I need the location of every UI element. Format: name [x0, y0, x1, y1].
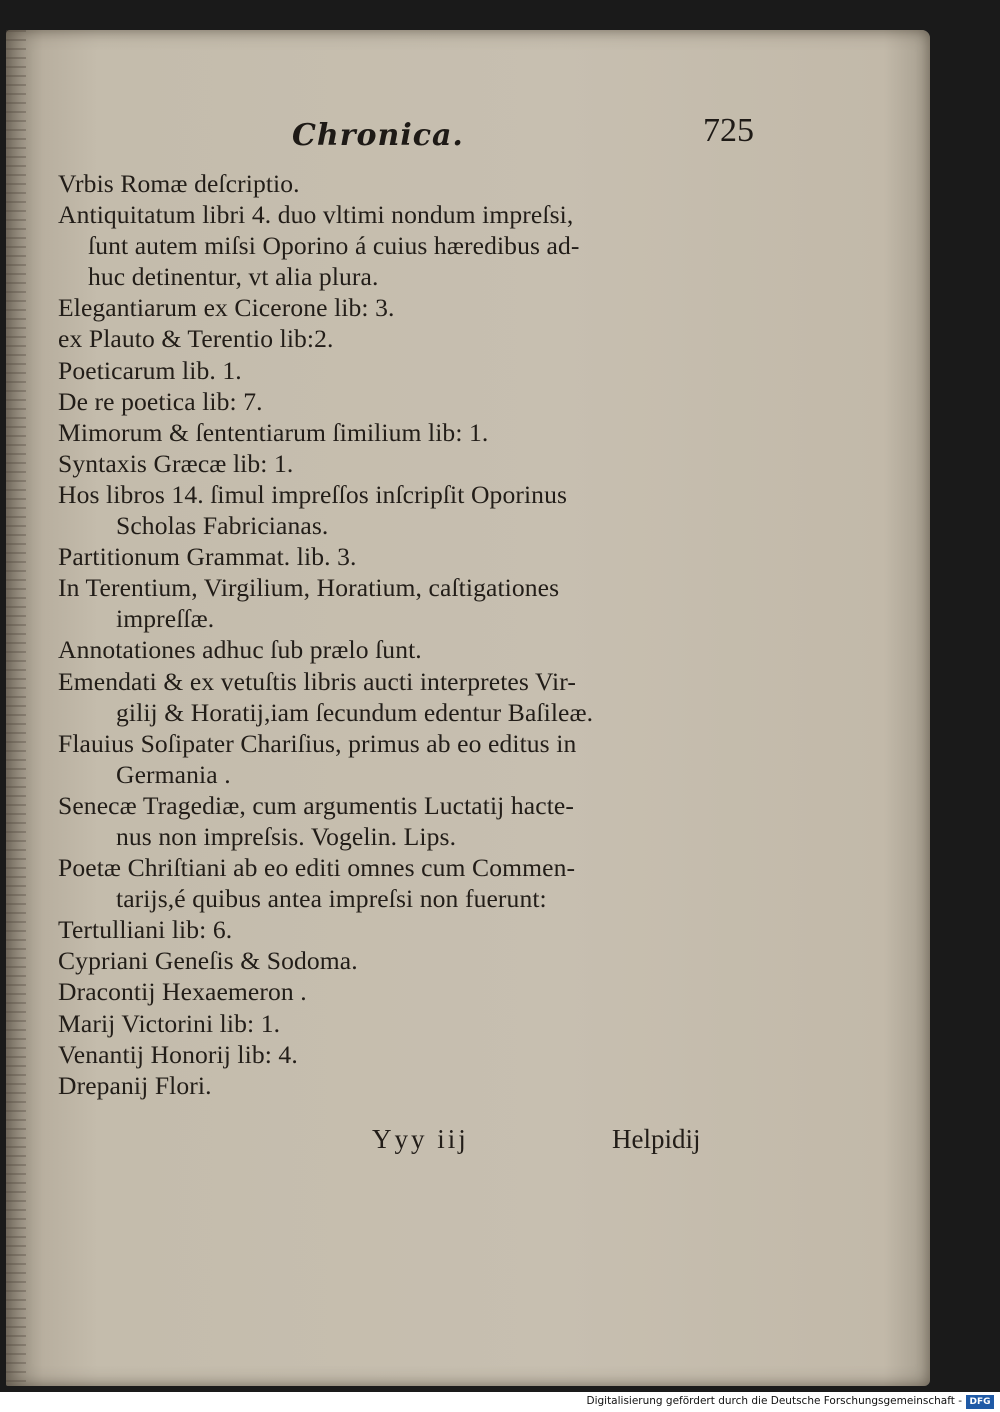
- text-line: Drepanij Flori.: [58, 1070, 212, 1100]
- text-line: De re poetica lib: 7.: [58, 386, 263, 416]
- running-head: Chronica.: [292, 118, 464, 153]
- text-line: nus non impreſsis. Vogelin. Lips.: [116, 821, 457, 851]
- catchword: Helpidij: [612, 1124, 701, 1154]
- text-line: impreſſæ.: [116, 604, 215, 634]
- text-line: Poetæ Chriſtiani ab eo editi omnes cum Commen-: [58, 853, 576, 883]
- text-line: Marij Victorini lib: 1.: [58, 1008, 281, 1038]
- page-footer: [0, 1124, 1000, 1164]
- body-text: [58, 168, 738, 1101]
- text-line: tarijs,é quibus antea impreſsi non fuerunt:: [116, 884, 547, 914]
- text-line: huc detinentur, vt alia plura.: [88, 262, 379, 292]
- text-line: Senecæ Tragediæ, cum argumentis Luctatij hacte-: [58, 790, 574, 820]
- text-line: Mimorum & ſententiarum ſimilium lib: 1.: [58, 417, 489, 447]
- text-line: ſunt autem miſsi Oporino á cuius hæredibus ad-: [88, 231, 580, 261]
- text-line: Hos libros 14. ſimul impreſſos inſcripſit Oporinus: [58, 479, 568, 509]
- funding-text: Digitalisierung gefördert durch die Deutsche Forschungsgemeinschaft -: [586, 1395, 962, 1407]
- text-line: Scholas Fabricianas.: [116, 511, 329, 541]
- funding-bar: [0, 1392, 1000, 1412]
- text-line: In Terentium, Virgilium, Horatium, caſtigationes: [58, 573, 560, 603]
- text-line: Antiquitatum libri 4. duo vltimi nondum impreſsi,: [58, 200, 574, 230]
- text-line: Germania .: [116, 759, 231, 789]
- text-line: gilij & Horatij,iam ſecundum edentur Baſileæ.: [116, 697, 594, 727]
- text-line: Cypriani Geneſis & Sodoma.: [58, 946, 358, 976]
- text-line: Dracontij Hexaemeron .: [58, 977, 307, 1007]
- text-line: Flauius Soſipater Chariſius, primus ab eo editus in: [58, 728, 577, 758]
- text-line: Elegantiarum ex Cicerone lib: 3.: [58, 293, 395, 323]
- text-line: ex Plauto & Terentio lib:2.: [58, 324, 334, 354]
- text-line: Vrbis Romæ deſcriptio.: [58, 169, 300, 198]
- text-line: Emendati & ex vetuſtis libris aucti interpretes Vir-: [58, 666, 576, 696]
- page-number: 725: [703, 112, 754, 149]
- text-line: Syntaxis Græcæ lib: 1.: [58, 448, 294, 478]
- text-line: Poeticarum lib. 1.: [58, 355, 242, 385]
- text-line: Tertulliani lib: 6.: [58, 915, 233, 945]
- dfg-logo: DFG: [966, 1395, 994, 1409]
- text-line: Partitionum Grammat. lib. 3.: [58, 542, 357, 572]
- signature-mark: Yyy iij: [372, 1124, 469, 1154]
- text-line: Annotationes adhuc ſub prælo ſunt.: [58, 635, 422, 665]
- text-line: Venantij Honorij lib: 4.: [58, 1039, 298, 1069]
